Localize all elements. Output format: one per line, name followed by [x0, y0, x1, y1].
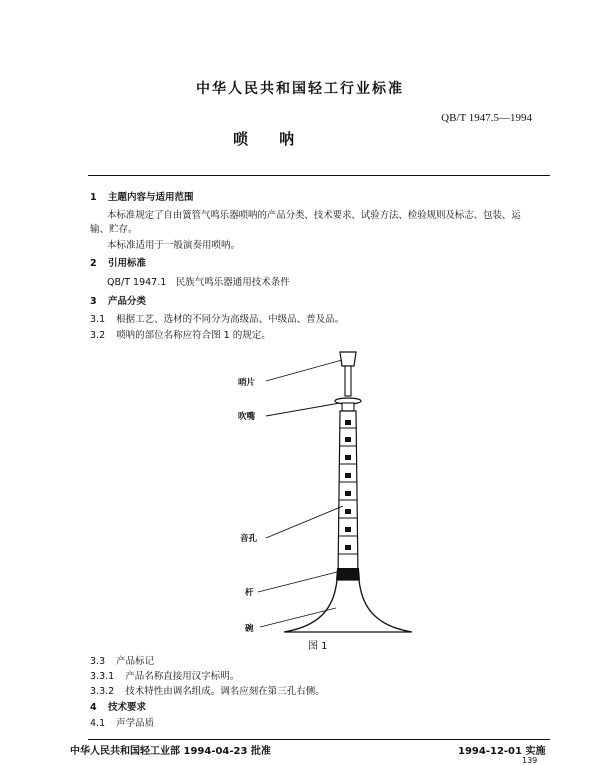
- footer-implement-date: 1994-12-01 实施: [458, 746, 546, 757]
- reference-standard: QB/T 1947.1 民族气鸣乐器通用技术条件: [107, 277, 290, 288]
- bell-shape: [284, 580, 412, 632]
- section-2-heading: [90, 258, 146, 270]
- staple-tube: [345, 366, 351, 396]
- finger-hole: [345, 509, 351, 514]
- section-number: 2: [90, 258, 97, 269]
- section-title: 引用标准: [107, 258, 146, 269]
- clause-3-3-2: [90, 686, 325, 698]
- section-title: 技术要求: [107, 702, 146, 713]
- clause-number: 3.3.1: [90, 671, 115, 682]
- clause-text: 唢呐的部位名称应符合图 1 的规定。: [116, 330, 271, 341]
- clause-text: 根据工艺、选材的不同分为高级品、中级品、普及品。: [116, 314, 345, 325]
- clause-text: 技术特性由调名组成。调名应刻在第三孔右侧。: [125, 686, 325, 697]
- section-number: 4: [90, 702, 97, 713]
- finger-hole: [345, 420, 351, 425]
- bottom-rule: [88, 739, 550, 740]
- clause-number: 3.3.2: [90, 686, 115, 697]
- clause-3-3: [90, 656, 154, 668]
- section-3-heading: [90, 296, 146, 308]
- section-4-heading: [90, 702, 146, 714]
- section-1-heading: [90, 192, 193, 204]
- clause-text: 声学品质: [116, 718, 155, 729]
- clause-text: 产品名称直接用汉字标明。: [125, 671, 240, 682]
- standard-code: QB/T 1947.5—1994: [441, 112, 532, 124]
- clause-3-1: [90, 314, 344, 326]
- clause-number: 4.1: [90, 718, 106, 729]
- figure-1: [88, 346, 550, 636]
- label-bell: 碗: [245, 624, 254, 634]
- finger-hole: [345, 527, 351, 532]
- label-reed: 哨片: [238, 378, 256, 388]
- section-number: 3: [90, 296, 97, 307]
- mouthpiece-collar: [342, 403, 354, 411]
- leader-lines: [258, 360, 343, 627]
- label-mouthpiece: 吹嘴: [238, 412, 256, 422]
- finger-hole: [345, 491, 351, 496]
- section-1-paragraph-line-1: 本标准规定了自由簧管气鸣乐器唢呐的产品分类、技术要求、试验方法、检验规则及标志、包装、运: [107, 210, 521, 221]
- section-1-paragraph-line-2: 输、贮存。: [90, 224, 138, 235]
- page-number: 139: [522, 756, 538, 765]
- clause-number: 3.1: [90, 314, 106, 325]
- label-pole: 杆: [245, 588, 254, 598]
- figure-caption: 图 1: [308, 641, 328, 652]
- bell-collar: [336, 568, 360, 580]
- label-holes: 音孔: [240, 534, 258, 544]
- clause-text: 产品标记: [116, 656, 155, 667]
- section-title: 主题内容与适用范围: [107, 192, 194, 203]
- header-title: 中华人民共和国轻工行业标准: [196, 81, 404, 97]
- footer-issuer: 中华人民共和国轻工业部 1994-04-23 批准: [70, 746, 271, 757]
- finger-hole: [345, 473, 351, 478]
- clause-number: 3.2: [90, 330, 106, 341]
- top-rule: [88, 175, 550, 176]
- section-1-paragraph-2: 本标准适用于一般演奏用唢呐。: [107, 240, 241, 251]
- document-title: 唢 呐: [233, 130, 295, 148]
- clause-3-2: [90, 330, 271, 342]
- clause-number: 3.3: [90, 656, 106, 667]
- clause-3-3-1: [90, 671, 239, 683]
- finger-hole: [345, 455, 351, 460]
- section-title: 产品分类: [107, 296, 146, 307]
- suona-diagram: [88, 346, 550, 636]
- finger-hole: [345, 437, 351, 442]
- finger-hole: [345, 545, 351, 550]
- reed-shape: [340, 352, 356, 366]
- section-number: 1: [90, 192, 97, 203]
- clause-4-1: [90, 718, 154, 730]
